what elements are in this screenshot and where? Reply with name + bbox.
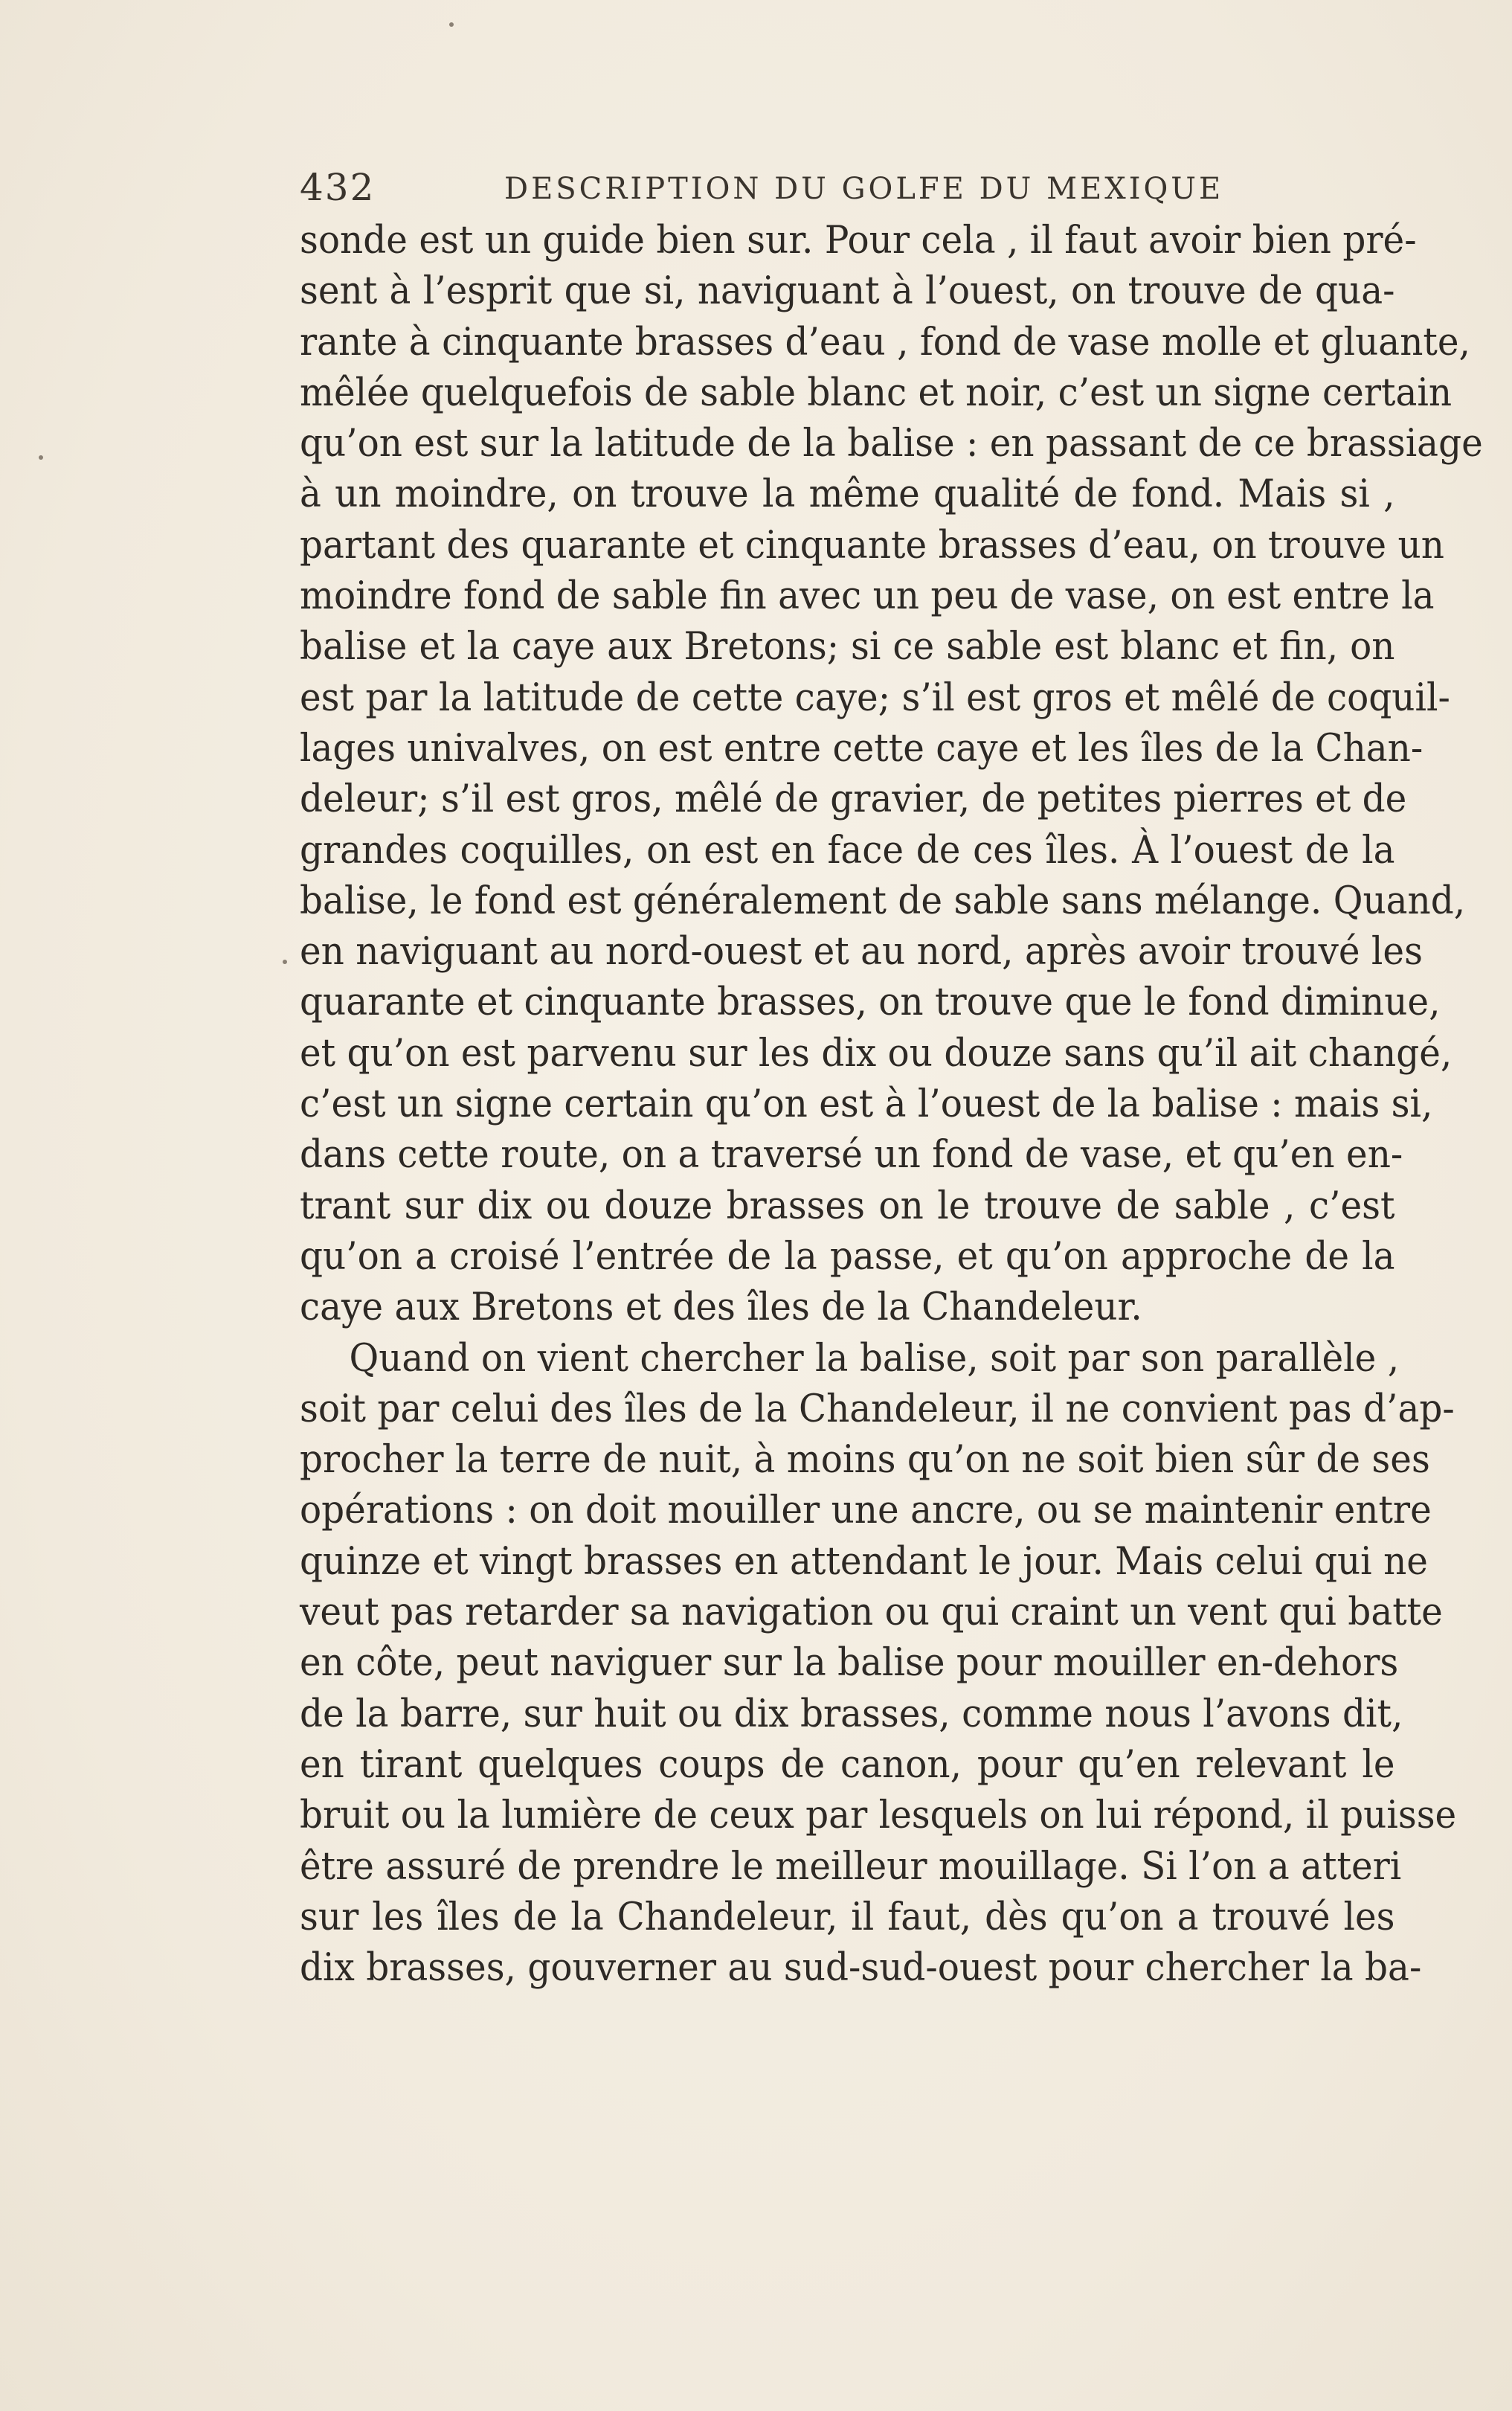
text-line: qu’on est sur la latitude de la balise : en passant de ce brassiage xyxy=(300,422,1483,466)
text-line: et qu’on est parvenu sur les dix ou douze sans qu’il ait changé, xyxy=(300,1031,1453,1076)
text-line: procher la terre de nuit, à moins qu’on ne soit bien sûr de ses xyxy=(300,1438,1430,1483)
text-line: qu’on a croisé l’entrée de la passe, et qu’on approche de la xyxy=(300,1234,1395,1279)
text-line: en naviguant au nord-ouest et au nord, après avoir trouvé les xyxy=(300,930,1423,975)
body-text xyxy=(300,216,1483,1994)
text-line: caye aux Bretons et des îles de la Chandeleur. xyxy=(300,1285,1142,1330)
text-line: être assuré de prendre le meilleur mouillage. Si l’on a atteri xyxy=(300,1844,1402,1889)
text-line: rante à cinquante brasses d’eau , fond de vase molle et gluante, xyxy=(300,320,1470,365)
text-line: de la barre, sur huit ou dix brasses, comme nous l’avons dit, xyxy=(300,1692,1403,1736)
text-line: opérations : on doit mouiller une ancre, ou se maintenir entre xyxy=(300,1489,1432,1533)
text-line: dix brasses, gouverner au sud-sud-ouest pour chercher la ba- xyxy=(300,1946,1422,1991)
text-line: en tirant quelques coups de canon, pour qu’en relevant le xyxy=(300,1742,1395,1787)
text-line: quarante et cinquante brasses, on trouve que le fond diminue, xyxy=(300,980,1441,1025)
text-line: sur les îles de la Chandeleur, il faut, dès qu’on a trouvé les xyxy=(300,1895,1395,1939)
text-line: mêlée quelquefois de sable blanc et noir, c’est un signe certain xyxy=(300,370,1453,415)
text-line: sent à l’esprit que si, naviguant à l’ouest, on trouve de qua- xyxy=(300,269,1395,314)
text-line: c’est un signe certain qu’on est à l’ouest de la balise : mais si, xyxy=(300,1082,1433,1127)
text-line: lages univalves, on est entre cette caye et les îles de la Chan- xyxy=(300,726,1423,771)
text-line: trant sur dix ou douze brasses on le trouve de sable , c’est xyxy=(300,1184,1395,1228)
text-line: moindre fond de sable fin avec un peu de vase, on est entre la xyxy=(300,574,1435,619)
running-title: DESCRIPTION DU GOLFE DU MEXIQUE xyxy=(504,172,1224,206)
page-header xyxy=(300,165,1259,217)
text-line: grandes coquilles, on est en face de ces îles. À l’ouest de la xyxy=(300,828,1395,873)
text-line: est par la latitude de cette caye; s’il est gros et mêlé de coquil- xyxy=(300,675,1450,720)
text-line: bruit ou la lumière de ceux par lesquels on lui répond, il puisse xyxy=(300,1794,1457,1838)
ink-speck xyxy=(39,455,43,460)
text-line: en côte, peut naviguer sur la balise pour mouiller en-dehors xyxy=(300,1641,1399,1686)
page-number: 432 xyxy=(300,166,376,209)
text-line: Quand on vient chercher la balise, soit par son parallèle , xyxy=(349,1336,1400,1381)
text-line: deleur; s’il est gros, mêlé de gravier, de petites pierres et de xyxy=(300,777,1407,822)
text-line: à un moindre, on trouve la même qualité de fond. Mais si , xyxy=(300,472,1395,517)
text-line: partant des quarante et cinquante brasses d’eau, on trouve un xyxy=(300,523,1444,568)
text-line: soit par celui des îles de la Chandeleur, il ne convient pas d’ap- xyxy=(300,1387,1455,1431)
ink-speck xyxy=(283,960,287,964)
ink-speck xyxy=(449,22,454,27)
text-line: dans cette route, on a traversé un fond de vase, et qu’en en- xyxy=(300,1133,1403,1178)
text-line: veut pas retarder sa navigation ou qui craint un vent qui batte xyxy=(300,1590,1443,1635)
text-line: quinze et vingt brasses en attendant le jour. Mais celui qui ne xyxy=(300,1539,1428,1584)
text-line: balise, le fond est généralement de sable sans mélange. Quand, xyxy=(300,879,1466,923)
text-line: balise et la caye aux Bretons; si ce sable est blanc et fin, on xyxy=(300,625,1395,670)
text-line: sonde est un guide bien sur. Pour cela , il faut avoir bien pré- xyxy=(300,219,1417,263)
